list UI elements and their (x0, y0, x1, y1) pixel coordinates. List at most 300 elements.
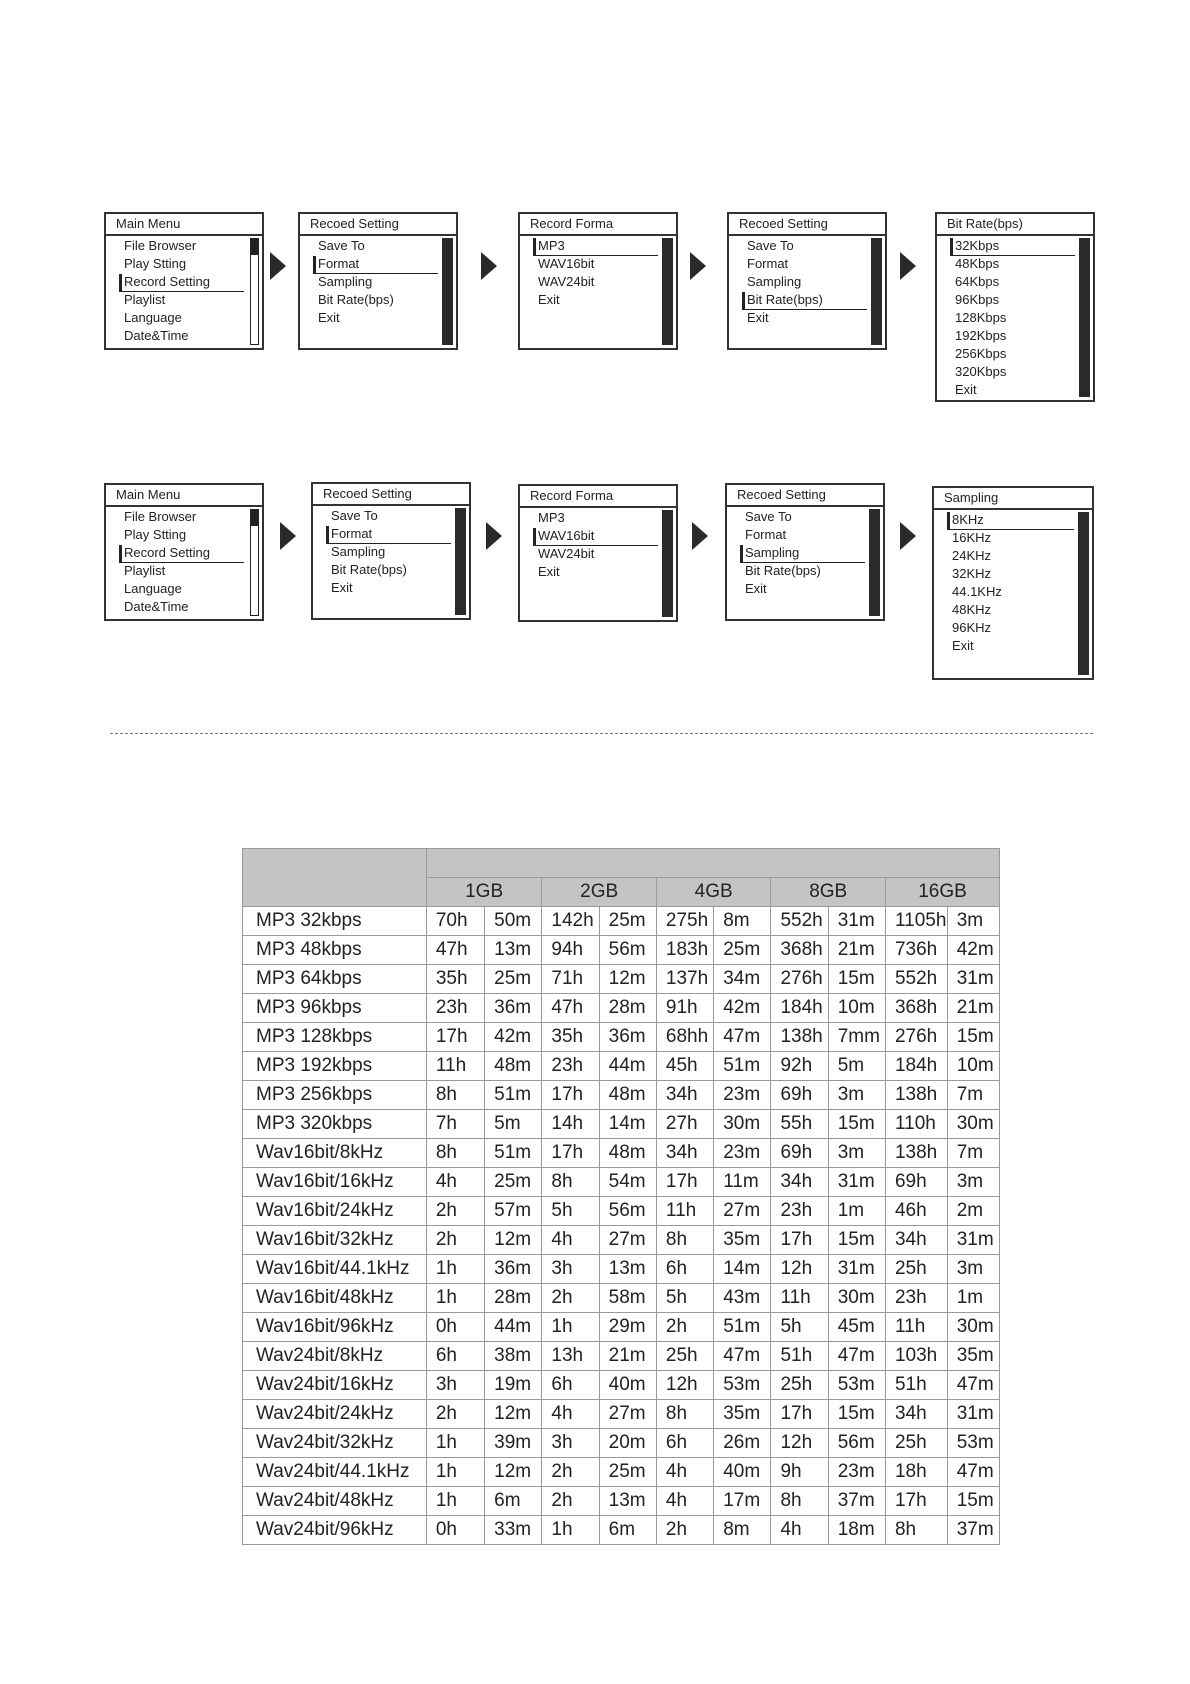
format-cell: Wav24bit/8kHz (243, 1342, 427, 1371)
minutes-cell: 5m (485, 1110, 542, 1139)
row1-screen-record-format (518, 212, 678, 350)
minutes-cell: 43m (714, 1284, 771, 1313)
scrollbar[interactable] (455, 508, 466, 615)
hours-cell: 17h (885, 1487, 947, 1516)
minutes-cell: 1m (947, 1284, 999, 1313)
hours-cell: 184h (885, 1052, 947, 1081)
minutes-cell: 27m (714, 1197, 771, 1226)
minutes-cell: 11m (714, 1168, 771, 1197)
minutes-cell: 25m (485, 965, 542, 994)
menu-item[interactable]: 48Kbps (955, 256, 1000, 271)
menu-item[interactable]: 44.1KHz (952, 584, 1002, 599)
hours-cell: 5h (542, 1197, 599, 1226)
menu-item[interactable]: MP3 (538, 510, 565, 525)
hours-cell: 276h (885, 1023, 947, 1052)
menu-list (520, 508, 676, 581)
minutes-cell: 44m (485, 1313, 542, 1342)
scrollbar[interactable] (662, 238, 673, 345)
menu-list (934, 510, 1092, 655)
minutes-cell: 42m (947, 936, 999, 965)
hours-cell: 1h (426, 1255, 484, 1284)
menu-item[interactable]: 32KHz (952, 566, 992, 581)
menu-item[interactable]: 64Kbps (955, 274, 1000, 289)
table-row (243, 1313, 1000, 1342)
minutes-cell: 35m (947, 1342, 999, 1371)
minutes-cell: 21m (947, 994, 999, 1023)
menu-item-selected[interactable]: Sampling (727, 544, 883, 562)
hours-cell: 8h (656, 1400, 713, 1429)
minutes-cell: 23m (828, 1458, 885, 1487)
minutes-cell: 56m (599, 1197, 656, 1226)
minutes-cell: 50m (485, 907, 542, 936)
minutes-cell: 28m (599, 994, 656, 1023)
arrow-right-icon (481, 252, 497, 280)
minutes-cell: 31m (947, 1226, 999, 1255)
scrollbar[interactable] (250, 509, 259, 616)
hours-cell: 2h (542, 1458, 599, 1487)
minutes-cell: 38m (485, 1342, 542, 1371)
menu-item[interactable]: Sampling (318, 274, 373, 289)
hours-cell: 8h (426, 1139, 484, 1168)
hours-cell: 69h (771, 1139, 828, 1168)
minutes-cell: 13m (599, 1487, 656, 1516)
minutes-cell: 47m (828, 1342, 885, 1371)
hours-cell: 2h (542, 1487, 599, 1516)
minutes-cell: 25m (714, 936, 771, 965)
format-cell: Wav16bit/32kHz (243, 1226, 427, 1255)
minutes-cell: 31m (828, 1168, 885, 1197)
minutes-cell: 15m (828, 1400, 885, 1429)
menu-item-selected[interactable]: 8KHz (934, 511, 1092, 529)
minutes-cell: 40m (714, 1458, 771, 1487)
screen-title: Main Menu (106, 214, 262, 236)
minutes-cell: 19m (485, 1371, 542, 1400)
table-row (243, 936, 1000, 965)
format-cell: MP3 128kbps (243, 1023, 427, 1052)
hours-cell: 1h (426, 1284, 484, 1313)
hours-cell: 17h (771, 1226, 828, 1255)
minutes-cell: 21m (828, 936, 885, 965)
menu-item[interactable]: Language (124, 310, 182, 325)
format-cell: MP3 96kbps (243, 994, 427, 1023)
hours-cell: 34h (885, 1226, 947, 1255)
minutes-cell: 44m (599, 1052, 656, 1081)
minutes-cell: 58m (599, 1284, 656, 1313)
minutes-cell: 48m (599, 1081, 656, 1110)
table-row (243, 1168, 1000, 1197)
minutes-cell: 15m (828, 1226, 885, 1255)
menu-item[interactable]: 192Kbps (955, 328, 1007, 343)
screen-title: Recoed Setting (729, 214, 885, 236)
minutes-cell: 3m (947, 1255, 999, 1284)
minutes-cell: 3m (828, 1081, 885, 1110)
menu-item[interactable]: 96Kbps (955, 292, 1000, 307)
hours-cell: 23h (771, 1197, 828, 1226)
capacity-header: 2GB (542, 878, 657, 907)
row2-screen-record-setting-sampling (725, 483, 885, 621)
format-cell: Wav16bit/8kHz (243, 1139, 427, 1168)
row1-screen-record-setting (298, 212, 458, 350)
menu-item[interactable]: Sampling (331, 544, 386, 559)
format-cell: Wav24bit/16kHz (243, 1371, 427, 1400)
menu-item[interactable]: File Browser (124, 238, 197, 253)
hours-cell: 2h (656, 1516, 713, 1545)
hours-cell: 12h (771, 1429, 828, 1458)
row2-screen-main-menu (104, 483, 264, 621)
table-row (243, 1197, 1000, 1226)
hours-cell: 94h (542, 936, 599, 965)
menu-item-selected[interactable]: Bit Rate(bps) (729, 291, 885, 309)
hours-cell: 2h (426, 1226, 484, 1255)
format-cell: Wav24bit/32kHz (243, 1429, 427, 1458)
hours-cell: 138h (885, 1081, 947, 1110)
hours-cell: 5h (771, 1313, 828, 1342)
menu-item[interactable]: Playlist (124, 292, 166, 307)
screen-title: Sampling (934, 488, 1092, 510)
row2-screen-sampling (932, 486, 1094, 680)
minutes-cell: 42m (485, 1023, 542, 1052)
minutes-cell: 36m (485, 994, 542, 1023)
hours-cell: 1h (426, 1429, 484, 1458)
scrollbar[interactable] (1078, 512, 1089, 675)
hours-cell: 51h (885, 1371, 947, 1400)
format-cell: Wav24bit/24kHz (243, 1400, 427, 1429)
minutes-cell: 48m (599, 1139, 656, 1168)
hours-cell: 25h (885, 1429, 947, 1458)
minutes-cell: 56m (599, 936, 656, 965)
minutes-cell: 12m (485, 1458, 542, 1487)
scrollbar[interactable] (871, 238, 882, 345)
minutes-cell: 53m (714, 1371, 771, 1400)
minutes-cell: 28m (485, 1284, 542, 1313)
minutes-cell: 29m (599, 1313, 656, 1342)
table-row (243, 907, 1000, 936)
hours-cell: 11h (771, 1284, 828, 1313)
corner-cell (243, 849, 427, 907)
minutes-cell: 15m (828, 1110, 885, 1139)
hours-cell: 23h (542, 1052, 599, 1081)
hours-cell: 184h (771, 994, 828, 1023)
hours-cell: 34h (885, 1400, 947, 1429)
hours-cell: 23h (426, 994, 484, 1023)
menu-item[interactable]: Sampling (747, 274, 802, 289)
minutes-cell: 47m (947, 1458, 999, 1487)
hours-cell: 35h (542, 1023, 599, 1052)
section-divider (110, 733, 1093, 734)
menu-item[interactable]: 96KHz (952, 620, 992, 635)
table-row (243, 1458, 1000, 1487)
hours-cell: 11h (656, 1197, 713, 1226)
menu-item-selected[interactable]: WAV16bit (520, 527, 676, 545)
menu-item-selected[interactable]: 32Kbps (937, 237, 1093, 255)
hours-cell: 68hh (656, 1023, 713, 1052)
screen-title: Recoed Setting (313, 484, 469, 506)
hours-cell: 3h (426, 1371, 484, 1400)
hours-cell: 51h (771, 1342, 828, 1371)
minutes-cell: 6m (599, 1516, 656, 1545)
table-row (243, 994, 1000, 1023)
screen-title: Record Forma (520, 486, 676, 508)
menu-list (520, 236, 676, 309)
hours-cell: 18h (885, 1458, 947, 1487)
format-cell: MP3 64kbps (243, 965, 427, 994)
menu-item-selected[interactable]: Format (313, 525, 469, 543)
hours-cell: 46h (885, 1197, 947, 1226)
hours-cell: 8h (771, 1487, 828, 1516)
row1-screen-record-setting-bitrate (727, 212, 887, 350)
hours-cell: 8h (885, 1516, 947, 1545)
minutes-cell: 25m (599, 907, 656, 936)
row2-screen-record-format (518, 484, 678, 622)
menu-item[interactable]: Exit (538, 292, 560, 307)
menu-item[interactable]: Bit Rate(bps) (331, 562, 407, 577)
minutes-cell: 12m (485, 1400, 542, 1429)
table-row (243, 1342, 1000, 1371)
hours-cell: 34h (771, 1168, 828, 1197)
minutes-cell: 27m (599, 1226, 656, 1255)
minutes-cell: 26m (714, 1429, 771, 1458)
minutes-cell: 51m (485, 1139, 542, 1168)
table-row (243, 1255, 1000, 1284)
arrow-right-icon (270, 252, 286, 280)
minutes-cell: 10m (947, 1052, 999, 1081)
minutes-cell: 30m (947, 1313, 999, 1342)
hours-cell: 552h (771, 907, 828, 936)
format-cell: Wav24bit/48kHz (243, 1487, 427, 1516)
minutes-cell: 56m (828, 1429, 885, 1458)
minutes-cell: 8m (714, 1516, 771, 1545)
minutes-cell: 36m (599, 1023, 656, 1052)
hours-cell: 137h (656, 965, 713, 994)
menu-item[interactable]: WAV24bit (538, 546, 595, 561)
menu-item[interactable]: Play Stting (124, 256, 187, 271)
menu-item[interactable]: Format (745, 527, 787, 542)
menu-list (727, 507, 883, 598)
minutes-cell: 15m (947, 1487, 999, 1516)
minutes-cell: 7m (947, 1081, 999, 1110)
menu-item-selected[interactable]: MP3 (520, 237, 676, 255)
minutes-cell: 54m (599, 1168, 656, 1197)
hours-cell: 27h (656, 1110, 713, 1139)
menu-item[interactable]: Play Stting (124, 527, 187, 542)
minutes-cell: 7mm (828, 1023, 885, 1052)
hours-cell: 4h (656, 1458, 713, 1487)
hours-cell: 13h (542, 1342, 599, 1371)
menu-item[interactable]: Date&Time (124, 328, 189, 343)
table-row (243, 1110, 1000, 1139)
hours-cell: 35h (426, 965, 484, 994)
hours-cell: 6h (656, 1429, 713, 1458)
minutes-cell: 35m (714, 1226, 771, 1255)
hours-cell: 34h (656, 1081, 713, 1110)
minutes-cell: 3m (947, 907, 999, 936)
hours-cell: 69h (771, 1081, 828, 1110)
hours-cell: 34h (656, 1139, 713, 1168)
table-row (243, 1516, 1000, 1545)
menu-list (313, 506, 469, 597)
scrollbar[interactable] (662, 510, 673, 617)
minutes-cell: 13m (599, 1255, 656, 1284)
format-cell: Wav16bit/24kHz (243, 1197, 427, 1226)
format-cell: MP3 192kbps (243, 1052, 427, 1081)
menu-item[interactable]: WAV16bit (538, 256, 595, 271)
minutes-cell: 18m (828, 1516, 885, 1545)
hours-cell: 17h (656, 1168, 713, 1197)
hours-cell: 11h (885, 1313, 947, 1342)
minutes-cell: 30m (828, 1284, 885, 1313)
menu-item-selected[interactable]: Record Setting (106, 273, 262, 291)
format-cell: Wav24bit/44.1kHz (243, 1458, 427, 1487)
hours-cell: 47h (426, 936, 484, 965)
minutes-cell: 5m (828, 1052, 885, 1081)
minutes-cell: 3m (828, 1139, 885, 1168)
minutes-cell: 42m (714, 994, 771, 1023)
hours-cell: 71h (542, 965, 599, 994)
hours-cell: 17h (426, 1023, 484, 1052)
scrollbar-thumb[interactable] (251, 239, 258, 255)
scrollbar-thumb[interactable] (251, 510, 258, 526)
minutes-cell: 36m (485, 1255, 542, 1284)
hours-cell: 7h (426, 1110, 484, 1139)
menu-item[interactable]: 256Kbps (955, 346, 1007, 361)
minutes-cell: 45m (828, 1313, 885, 1342)
hours-cell: 103h (885, 1342, 947, 1371)
hours-cell: 17h (542, 1081, 599, 1110)
hours-cell: 1105h (885, 907, 947, 936)
menu-item[interactable]: Exit (538, 564, 560, 579)
table-row (243, 1023, 1000, 1052)
minutes-cell: 53m (828, 1371, 885, 1400)
menu-item[interactable]: 16KHz (952, 530, 992, 545)
menu-item[interactable]: Save To (331, 508, 378, 523)
hours-cell: 3h (542, 1255, 599, 1284)
hours-cell: 12h (656, 1371, 713, 1400)
hours-cell: 4h (426, 1168, 484, 1197)
table-row (243, 1371, 1000, 1400)
hours-cell: 69h (885, 1168, 947, 1197)
minutes-cell: 30m (947, 1110, 999, 1139)
hours-cell: 23h (885, 1284, 947, 1313)
menu-item[interactable]: Language (124, 581, 182, 596)
hours-cell: 4h (542, 1400, 599, 1429)
menu-item[interactable]: Bit Rate(bps) (745, 563, 821, 578)
menu-item[interactable]: 48KHz (952, 602, 992, 617)
minutes-cell: 31m (828, 907, 885, 936)
minutes-cell: 8m (714, 907, 771, 936)
header-blank (426, 849, 999, 878)
menu-item[interactable]: Exit (745, 581, 767, 596)
minutes-cell: 47m (947, 1371, 999, 1400)
table-header-blank-row (243, 849, 1000, 878)
menu-item[interactable]: Date&Time (124, 599, 189, 614)
minutes-cell: 14m (714, 1255, 771, 1284)
format-cell: MP3 32kbps (243, 907, 427, 936)
table-row (243, 1052, 1000, 1081)
menu-item[interactable]: Exit (318, 310, 340, 325)
minutes-cell: 25m (485, 1168, 542, 1197)
screen-title: Recoed Setting (727, 485, 883, 507)
menu-item[interactable]: Save To (745, 509, 792, 524)
minutes-cell: 20m (599, 1429, 656, 1458)
minutes-cell: 51m (714, 1313, 771, 1342)
menu-item[interactable]: Bit Rate(bps) (318, 292, 394, 307)
hours-cell: 25h (656, 1342, 713, 1371)
hours-cell: 55h (771, 1110, 828, 1139)
menu-item[interactable]: File Browser (124, 509, 197, 524)
arrow-right-icon (900, 522, 916, 550)
hours-cell: 91h (656, 994, 713, 1023)
arrow-right-icon (690, 252, 706, 280)
menu-item[interactable]: Save To (747, 238, 794, 253)
table-row (243, 1081, 1000, 1110)
table-row (243, 1226, 1000, 1255)
minutes-cell: 12m (599, 965, 656, 994)
capacity-header: 1GB (426, 878, 542, 907)
minutes-cell: 3m (947, 1168, 999, 1197)
menu-item[interactable]: Playlist (124, 563, 166, 578)
hours-cell: 25h (885, 1255, 947, 1284)
minutes-cell: 37m (947, 1516, 999, 1545)
menu-item[interactable]: 128Kbps (955, 310, 1007, 325)
row1-screen-main-menu (104, 212, 264, 350)
arrow-right-icon (900, 252, 916, 280)
scrollbar[interactable] (869, 509, 880, 616)
table-row (243, 1139, 1000, 1168)
scrollbar[interactable] (250, 238, 259, 345)
screen-title: Main Menu (106, 485, 262, 507)
hours-cell: 6h (656, 1255, 713, 1284)
minutes-cell: 21m (599, 1342, 656, 1371)
menu-item[interactable]: Exit (747, 310, 769, 325)
minutes-cell: 31m (947, 965, 999, 994)
hours-cell: 8h (426, 1081, 484, 1110)
arrow-right-icon (692, 522, 708, 550)
arrow-right-icon (486, 522, 502, 550)
minutes-cell: 15m (828, 965, 885, 994)
menu-item[interactable]: Exit (952, 638, 974, 653)
hours-cell: 5h (656, 1284, 713, 1313)
hours-cell: 0h (426, 1313, 484, 1342)
hours-cell: 6h (542, 1371, 599, 1400)
hours-cell: 17h (542, 1139, 599, 1168)
scrollbar[interactable] (1079, 238, 1090, 397)
menu-list (300, 236, 456, 327)
menu-item[interactable]: Format (747, 256, 789, 271)
scrollbar[interactable] (442, 238, 453, 345)
minutes-cell: 27m (599, 1400, 656, 1429)
hours-cell: 8h (542, 1168, 599, 1197)
hours-cell: 0h (426, 1516, 484, 1545)
capacity-header: 4GB (656, 878, 771, 907)
menu-item[interactable]: Exit (955, 382, 977, 397)
minutes-cell: 39m (485, 1429, 542, 1458)
menu-item[interactable]: Save To (318, 238, 365, 253)
format-cell: MP3 256kbps (243, 1081, 427, 1110)
menu-item[interactable]: Exit (331, 580, 353, 595)
format-cell: Wav16bit/48kHz (243, 1284, 427, 1313)
hours-cell: 736h (885, 936, 947, 965)
table-row (243, 1284, 1000, 1313)
menu-item[interactable]: WAV24bit (538, 274, 595, 289)
table-row (243, 1429, 1000, 1458)
minutes-cell: 51m (714, 1052, 771, 1081)
menu-item[interactable]: 24KHz (952, 548, 992, 563)
format-cell: MP3 48kbps (243, 936, 427, 965)
minutes-cell: 37m (828, 1487, 885, 1516)
menu-item[interactable]: 320Kbps (955, 364, 1007, 379)
menu-item-selected[interactable]: Format (300, 255, 456, 273)
menu-item-selected[interactable]: Record Setting (106, 544, 262, 562)
